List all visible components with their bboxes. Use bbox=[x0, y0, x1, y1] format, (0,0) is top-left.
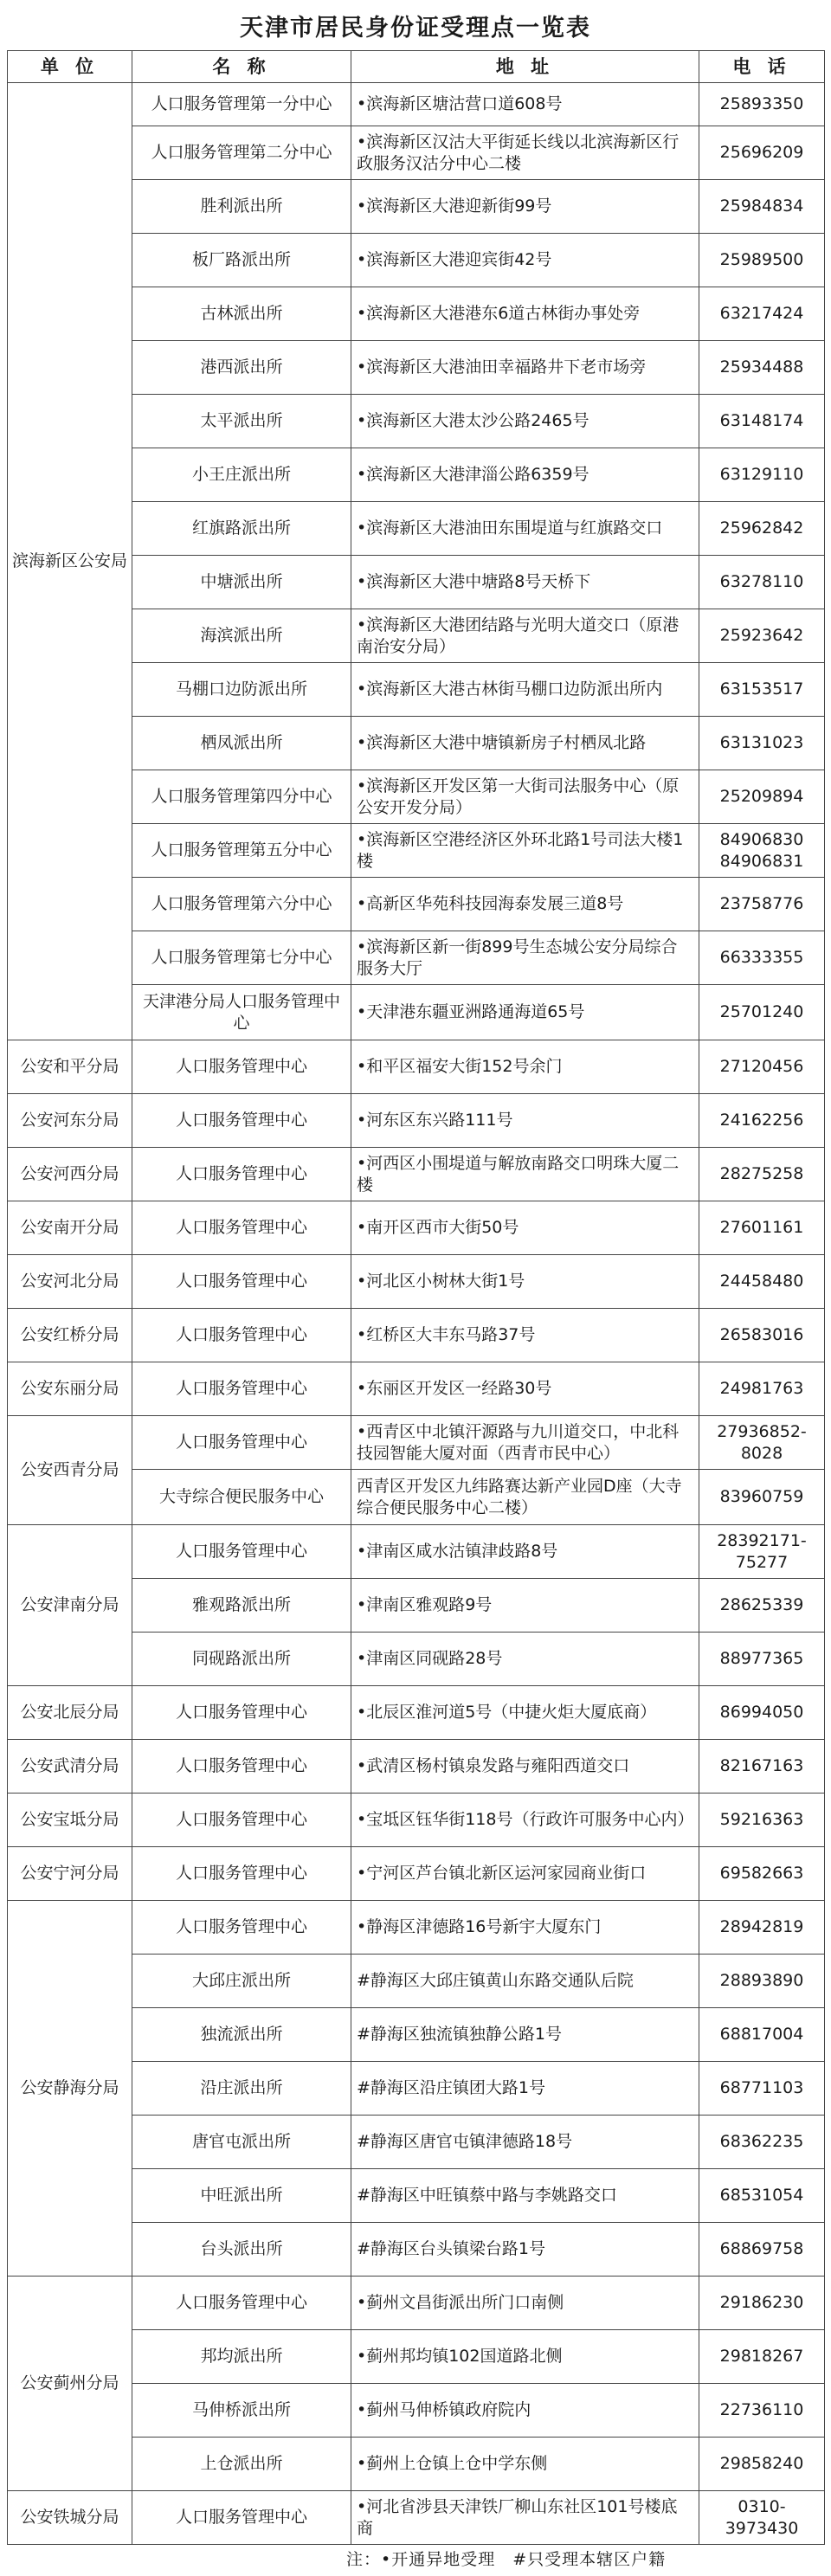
phone-cell: 23758776 bbox=[699, 878, 825, 931]
unit-cell: 公安宁河分局 bbox=[8, 1847, 132, 1901]
phone-cell: 25923642 bbox=[699, 609, 825, 663]
phone-cell: 82167163 bbox=[699, 1740, 825, 1794]
name-cell: 中旺派出所 bbox=[132, 2169, 351, 2223]
name-cell: 唐官屯派出所 bbox=[132, 2116, 351, 2169]
unit-cell: 公安西青分局 bbox=[8, 1416, 132, 1525]
address-cell: •滨海新区大港津淄公路6359号 bbox=[351, 448, 699, 502]
unit-cell: 公安静海分局 bbox=[8, 1901, 132, 2277]
address-cell: •滨海新区汉沽大平街延长线以北滨海新区行政服务汉沽分中心二楼 bbox=[351, 126, 699, 180]
name-cell: 人口服务管理中心 bbox=[132, 1740, 351, 1794]
table-row bbox=[8, 1686, 825, 1740]
table-row bbox=[8, 1794, 825, 1847]
unit-cell: 公安和平分局 bbox=[8, 1040, 132, 1094]
unit-cell: 公安南开分局 bbox=[8, 1201, 132, 1255]
address-cell: #静海区唐官屯镇津德路18号 bbox=[351, 2116, 699, 2169]
phone-cell: 29858240 bbox=[699, 2438, 825, 2491]
phone-cell: 63129110 bbox=[699, 448, 825, 502]
header-address: 地 址 bbox=[351, 51, 699, 83]
name-cell: 栖凤派出所 bbox=[132, 717, 351, 770]
phone-cell: 68869758 bbox=[699, 2223, 825, 2277]
address-cell: •滨海新区大港太沙公路2465号 bbox=[351, 395, 699, 448]
name-cell: 雅观路派出所 bbox=[132, 1579, 351, 1633]
address-cell: •蓟州邦均镇102国道路北侧 bbox=[351, 2330, 699, 2384]
phone-cell: 84906830 84906831 bbox=[699, 824, 825, 878]
unit-cell: 公安津南分局 bbox=[8, 1525, 132, 1686]
phone-cell: 59216363 bbox=[699, 1794, 825, 1847]
address-cell: •河北区小树林大街1号 bbox=[351, 1255, 699, 1309]
name-cell: 太平派出所 bbox=[132, 395, 351, 448]
address-cell: •高新区华苑科技园海泰发展三道8号 bbox=[351, 878, 699, 931]
name-cell: 人口服务管理中心 bbox=[132, 1255, 351, 1309]
name-cell: 胜利派出所 bbox=[132, 180, 351, 234]
phone-cell: 66333355 bbox=[699, 931, 825, 985]
address-cell: •滨海新区大港团结路与光明大道交口（原港南治安分局） bbox=[351, 609, 699, 663]
address-cell: •滨海新区大港迎宾街42号 bbox=[351, 234, 699, 287]
table-row bbox=[8, 1040, 825, 1094]
name-cell: 邦均派出所 bbox=[132, 2330, 351, 2384]
name-cell: 天津港分局人口服务管理中心 bbox=[132, 985, 351, 1040]
name-cell: 人口服务管理中心 bbox=[132, 1847, 351, 1901]
address-cell: •西青区中北镇汗源路与九川道交口，中北科技园智能大厦对面（西青市民中心） bbox=[351, 1416, 699, 1470]
name-cell: 板厂路派出所 bbox=[132, 234, 351, 287]
header-name: 名 称 bbox=[132, 51, 351, 83]
table-row bbox=[8, 1525, 825, 1579]
table-row bbox=[8, 1255, 825, 1309]
name-cell: 人口服务管理中心 bbox=[132, 1794, 351, 1847]
phone-cell: 29186230 bbox=[699, 2277, 825, 2330]
phone-cell: 25701240 bbox=[699, 985, 825, 1040]
name-cell: 台头派出所 bbox=[132, 2223, 351, 2277]
address-cell: •河北省涉县天津铁厂柳山东社区101号楼底商 bbox=[351, 2491, 699, 2545]
name-cell: 人口服务管理第五分中心 bbox=[132, 824, 351, 878]
footnote: 注：•开通异地受理 #只受理本辖区户籍 bbox=[346, 2550, 667, 2569]
table-row bbox=[8, 1901, 825, 1955]
address-cell: •东丽区开发区一经路30号 bbox=[351, 1362, 699, 1416]
name-cell: 人口服务管理中心 bbox=[132, 1040, 351, 1094]
address-cell: •宁河区芦台镇北新区运河家园商业街口 bbox=[351, 1847, 699, 1901]
phone-cell: 68531054 bbox=[699, 2169, 825, 2223]
name-cell: 港西派出所 bbox=[132, 341, 351, 395]
phone-cell: 0310-3973430 bbox=[699, 2491, 825, 2545]
table-row bbox=[8, 83, 825, 126]
unit-cell: 公安河西分局 bbox=[8, 1148, 132, 1201]
name-cell: 马棚口边防派出所 bbox=[132, 663, 351, 717]
phone-cell: 25984834 bbox=[699, 180, 825, 234]
address-cell: #静海区台头镇梁台路1号 bbox=[351, 2223, 699, 2277]
phone-cell: 24458480 bbox=[699, 1255, 825, 1309]
address-cell: •天津港东疆亚洲路通海道65号 bbox=[351, 985, 699, 1040]
address-cell: •南开区西市大街50号 bbox=[351, 1201, 699, 1255]
name-cell: 海滨派出所 bbox=[132, 609, 351, 663]
unit-cell: 滨海新区公安局 bbox=[8, 83, 132, 1040]
table-row bbox=[8, 1309, 825, 1362]
phone-cell: 88977365 bbox=[699, 1633, 825, 1686]
phone-cell: 69582663 bbox=[699, 1847, 825, 1901]
table-row bbox=[8, 1362, 825, 1416]
name-cell: 红旗路派出所 bbox=[132, 502, 351, 556]
address-cell: •滨海新区大港油田东围堤道与红旗路交口 bbox=[351, 502, 699, 556]
address-cell: 西青区开发区九纬路赛达新产业园D座（大寺综合便民服务中心二楼） bbox=[351, 1470, 699, 1525]
address-cell: •滨海新区大港中塘路8号天桥下 bbox=[351, 556, 699, 609]
phone-cell: 28275258 bbox=[699, 1148, 825, 1201]
phone-cell: 22736110 bbox=[699, 2384, 825, 2438]
unit-cell: 公安宝坻分局 bbox=[8, 1794, 132, 1847]
name-cell: 古林派出所 bbox=[132, 287, 351, 341]
name-cell: 人口服务管理第七分中心 bbox=[132, 931, 351, 985]
phone-cell: 63131023 bbox=[699, 717, 825, 770]
table-row bbox=[8, 1148, 825, 1201]
unit-cell: 公安蓟州分局 bbox=[8, 2277, 132, 2491]
address-cell: •滨海新区大港中塘镇新房子村栖凤北路 bbox=[351, 717, 699, 770]
address-cell: #静海区中旺镇蔡中路与李姚路交口 bbox=[351, 2169, 699, 2223]
table-row bbox=[8, 2277, 825, 2330]
phone-cell: 28625339 bbox=[699, 1579, 825, 1633]
address-cell: #静海区大邱庄镇黄山东路交通队后院 bbox=[351, 1955, 699, 2008]
name-cell: 人口服务管理第一分中心 bbox=[132, 83, 351, 126]
unit-cell: 公安铁城分局 bbox=[8, 2491, 132, 2545]
table-row bbox=[8, 1201, 825, 1255]
header-phone: 电 话 bbox=[699, 51, 825, 83]
unit-cell: 公安河东分局 bbox=[8, 1094, 132, 1148]
phone-cell: 63278110 bbox=[699, 556, 825, 609]
name-cell: 人口服务管理中心 bbox=[132, 1686, 351, 1740]
address-cell: •红桥区大丰东马路37号 bbox=[351, 1309, 699, 1362]
address-cell: •滨海新区开发区第一大街司法服务中心（原公安开发分局） bbox=[351, 770, 699, 824]
phone-cell: 28392171- 75277 bbox=[699, 1525, 825, 1579]
phone-cell: 24162256 bbox=[699, 1094, 825, 1148]
name-cell: 人口服务管理中心 bbox=[132, 1094, 351, 1148]
phone-cell: 68771103 bbox=[699, 2062, 825, 2116]
address-cell: •和平区福安大街152号余门 bbox=[351, 1040, 699, 1094]
phone-cell: 24981763 bbox=[699, 1362, 825, 1416]
address-cell: •静海区津德路16号新宇大厦东门 bbox=[351, 1901, 699, 1955]
name-cell: 人口服务管理中心 bbox=[132, 1525, 351, 1579]
name-cell: 沿庄派出所 bbox=[132, 2062, 351, 2116]
unit-cell: 公安东丽分局 bbox=[8, 1362, 132, 1416]
table-row bbox=[8, 2491, 825, 2545]
address-cell: •滨海新区新一街899号生态城公安分局综合服务大厅 bbox=[351, 931, 699, 985]
phone-cell: 63153517 bbox=[699, 663, 825, 717]
phone-cell: 86994050 bbox=[699, 1686, 825, 1740]
phone-cell: 83960759 bbox=[699, 1470, 825, 1525]
name-cell: 独流派出所 bbox=[132, 2008, 351, 2062]
phone-cell: 26583016 bbox=[699, 1309, 825, 1362]
address-cell: •滨海新区大港油田幸福路井下老市场旁 bbox=[351, 341, 699, 395]
name-cell: 人口服务管理第二分中心 bbox=[132, 126, 351, 180]
name-cell: 人口服务管理中心 bbox=[132, 1148, 351, 1201]
unit-cell: 公安红桥分局 bbox=[8, 1309, 132, 1362]
address-cell: •蓟州上仓镇上仓中学东侧 bbox=[351, 2438, 699, 2491]
name-cell: 人口服务管理中心 bbox=[132, 1201, 351, 1255]
name-cell: 小王庄派出所 bbox=[132, 448, 351, 502]
address-cell: •北辰区淮河道5号（中捷火炬大厦底商） bbox=[351, 1686, 699, 1740]
table-header-row bbox=[8, 51, 825, 83]
phone-cell: 25696209 bbox=[699, 126, 825, 180]
address-cell: •津南区同砚路28号 bbox=[351, 1633, 699, 1686]
name-cell: 马伸桥派出所 bbox=[132, 2384, 351, 2438]
address-cell: •蓟州马伸桥镇政府院内 bbox=[351, 2384, 699, 2438]
name-cell: 人口服务管理第四分中心 bbox=[132, 770, 351, 824]
phone-cell: 63217424 bbox=[699, 287, 825, 341]
address-cell: •滨海新区大港迎新街99号 bbox=[351, 180, 699, 234]
table-row bbox=[8, 1416, 825, 1470]
name-cell: 人口服务管理中心 bbox=[132, 1362, 351, 1416]
address-cell: •河东区东兴路111号 bbox=[351, 1094, 699, 1148]
phone-cell: 28893890 bbox=[699, 1955, 825, 2008]
phone-cell: 25934488 bbox=[699, 341, 825, 395]
name-cell: 人口服务管理中心 bbox=[132, 1416, 351, 1470]
page-title: 天津市居民身份证受理点一览表 bbox=[240, 14, 591, 42]
name-cell: 大寺综合便民服务中心 bbox=[132, 1470, 351, 1525]
name-cell: 人口服务管理中心 bbox=[132, 1901, 351, 1955]
phone-cell: 63148174 bbox=[699, 395, 825, 448]
id-card-office-table bbox=[7, 50, 825, 2545]
address-cell: •滨海新区空港经济区外环北路1号司法大楼1楼 bbox=[351, 824, 699, 878]
name-cell: 人口服务管理中心 bbox=[132, 1309, 351, 1362]
unit-cell: 公安北辰分局 bbox=[8, 1686, 132, 1740]
address-cell: •河西区小围堤道与解放南路交口明珠大厦二楼 bbox=[351, 1148, 699, 1201]
address-cell: •滨海新区大港古林街马棚口边防派出所内 bbox=[351, 663, 699, 717]
name-cell: 人口服务管理中心 bbox=[132, 2491, 351, 2545]
table-row bbox=[8, 1740, 825, 1794]
name-cell: 大邱庄派出所 bbox=[132, 1955, 351, 2008]
name-cell: 中塘派出所 bbox=[132, 556, 351, 609]
phone-cell: 27120456 bbox=[699, 1040, 825, 1094]
address-cell: •津南区雅观路9号 bbox=[351, 1579, 699, 1633]
phone-cell: 27936852-8028 bbox=[699, 1416, 825, 1470]
table-body bbox=[8, 83, 825, 2545]
header-unit: 单 位 bbox=[8, 51, 132, 83]
phone-cell: 25209894 bbox=[699, 770, 825, 824]
name-cell: 上仓派出所 bbox=[132, 2438, 351, 2491]
name-cell: 同砚路派出所 bbox=[132, 1633, 351, 1686]
name-cell: 人口服务管理中心 bbox=[132, 2277, 351, 2330]
phone-cell: 25893350 bbox=[699, 83, 825, 126]
unit-cell: 公安武清分局 bbox=[8, 1740, 132, 1794]
address-cell: •武清区杨村镇泉发路与雍阳西道交口 bbox=[351, 1740, 699, 1794]
phone-cell: 68362235 bbox=[699, 2116, 825, 2169]
phone-cell: 25962842 bbox=[699, 502, 825, 556]
phone-cell: 25989500 bbox=[699, 234, 825, 287]
address-cell: •津南区咸水沽镇津歧路8号 bbox=[351, 1525, 699, 1579]
phone-cell: 29818267 bbox=[699, 2330, 825, 2384]
address-cell: •滨海新区大港港东6道古林街办事处旁 bbox=[351, 287, 699, 341]
phone-cell: 27601161 bbox=[699, 1201, 825, 1255]
table-row bbox=[8, 1094, 825, 1148]
address-cell: •滨海新区塘沽营口道608号 bbox=[351, 83, 699, 126]
address-cell: #静海区沿庄镇团大路1号 bbox=[351, 2062, 699, 2116]
address-cell: •蓟州文昌街派出所门口南侧 bbox=[351, 2277, 699, 2330]
address-cell: #静海区独流镇独静公路1号 bbox=[351, 2008, 699, 2062]
phone-cell: 68817004 bbox=[699, 2008, 825, 2062]
address-cell: •宝坻区钰华街118号（行政许可服务中心内） bbox=[351, 1794, 699, 1847]
name-cell: 人口服务管理第六分中心 bbox=[132, 878, 351, 931]
table-row bbox=[8, 1847, 825, 1901]
phone-cell: 28942819 bbox=[699, 1901, 825, 1955]
unit-cell: 公安河北分局 bbox=[8, 1255, 132, 1309]
